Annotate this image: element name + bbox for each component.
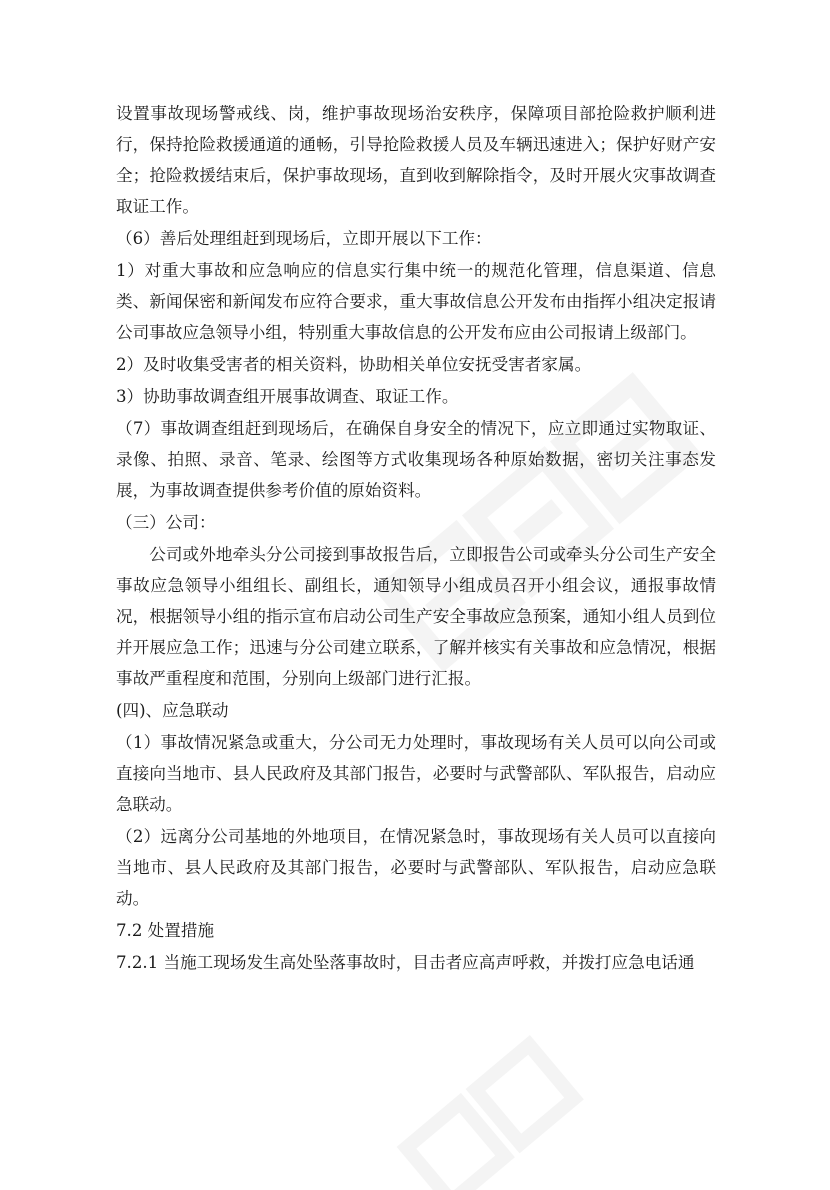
- paragraph-1: 设置事故现场警戒线、岗，维护事故现场治安秩序，保障项目部抢险救护顺利进行，保持抢险救援通道的通畅，引导抢险救援人员及车辆迅速进入；保护好财产安全；抢险救援结束后，保护事故现场，直到收到解除指令，及时开展火灾事故调查取证工作。: [116, 104, 716, 216]
- paragraph-linkage-2: （2）远离分公司基地的外地项目，在情况紧急时，事故现场有关人员可以直接向当地市、县人民政府及其部门报告，必要时与武警部队、军队报告，启动应急联动。: [116, 827, 716, 908]
- document-body: [116, 98, 716, 978]
- section-heading-measures: 7.2 处置措施: [116, 921, 215, 940]
- paragraph-2: （6）善后处理组赶到现场后，立即开展以下工作：: [116, 229, 492, 248]
- paragraph-4: 2）及时收集受害者的相关资料，协助相关单位安抚受害者家属。: [116, 355, 592, 374]
- paragraph-linkage-1: （1）事故情况紧急或重大，分公司无力处理时，事故现场有关人员可以向公司或直接向当地市、县人民政府及其部门报告，必要时与武警部队、军队报告，启动应急联动。: [116, 733, 716, 814]
- section-heading-linkage: (四)、应急联动: [116, 701, 229, 720]
- stamp-watermark-icon: [380, 1010, 640, 1190]
- section-heading-company: （三）公司：: [116, 513, 216, 532]
- paragraph-5: 3）协助事故调查组开展事故调查、取证工作。: [116, 387, 459, 406]
- paragraph-6: （7）事故调查组赶到现场后，在确保自身安全的情况下，应立即通过实物取证、录像、拍照、录音、笔录、绘图等方式收集现场各种原始数据，密切关注事态发展，为事故调查提供参考价值的原始资料。: [116, 419, 716, 500]
- paragraph-measures-1: 7.2.1 当施工现场发生高处坠落事故时，目击者应高声呼救，并拨打应急电话通: [116, 953, 695, 972]
- paragraph-company: 公司或外地牵头分公司接到事故报告后，立即报告公司或牵头分公司生产安全事故应急领导小组组长、副组长，通知领导小组成员召开小组会议，通报事故情况，根据领导小组的指示宣布启动公司生产安全事故应急预案，通知小组人员到位并开展应急工作；迅速与分公司建立联系，了解并核实有关事故和应急情况，根据事故严重程度和范围，分别向上级部门进行汇报。: [116, 545, 716, 688]
- paragraph-3: 1）对重大事故和应急响应的信息实行集中统一的规范化管理，信息渠道、信息类、新闻保密和新闻发布应符合要求，重大事故信息公开发布由指挥小组决定报请公司事故应急领导小组，特别重大事故信息的公开发布应由公司报请上级部门。: [116, 261, 716, 342]
